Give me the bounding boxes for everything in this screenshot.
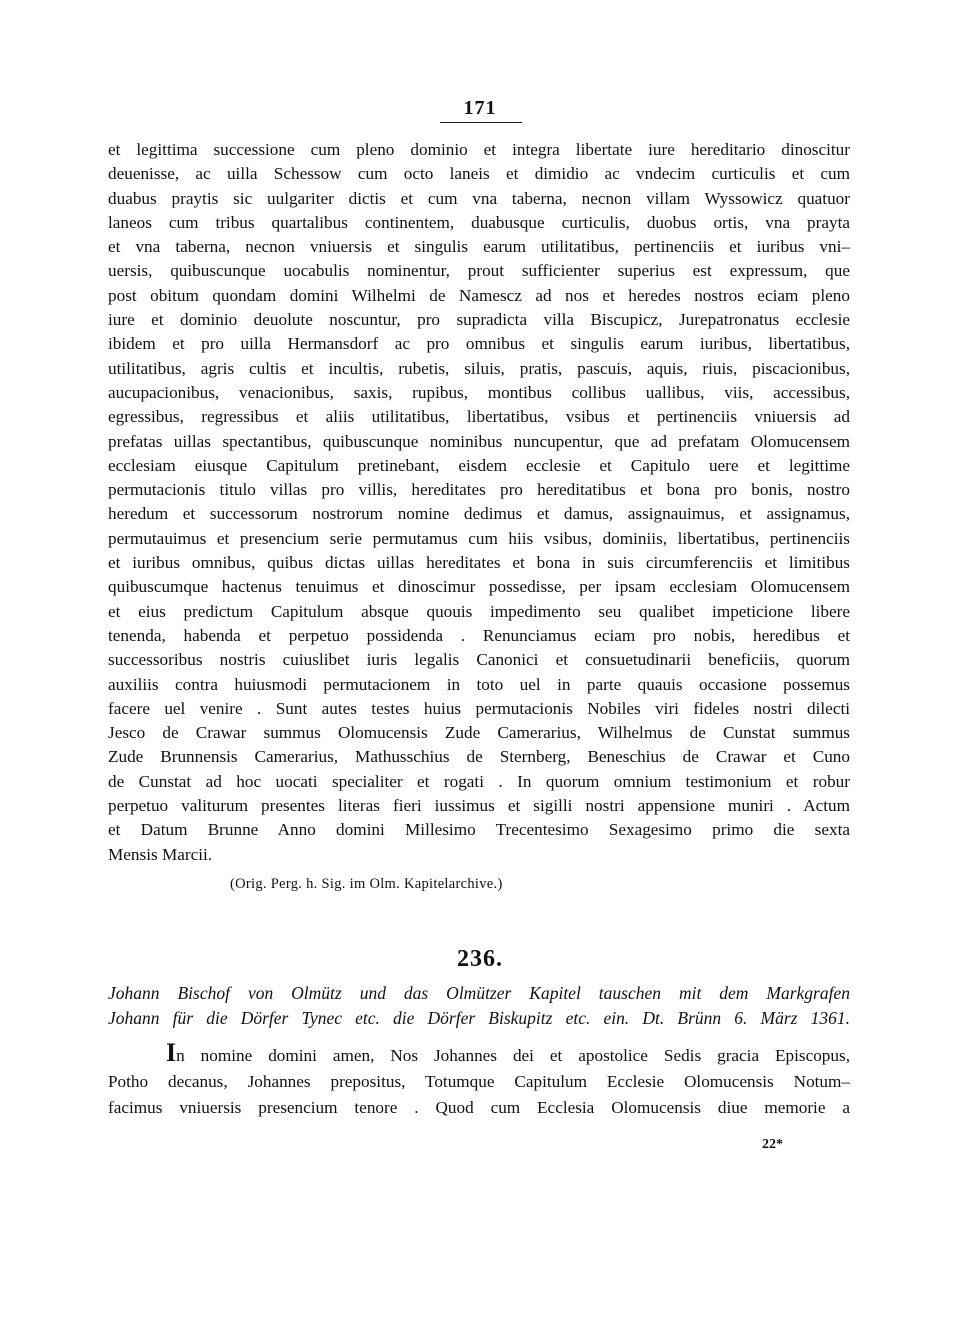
body-line: post obitum quondam domini Wilhelmi de Namescz ad nos et heredes nostros eciam pleno	[108, 285, 850, 305]
text-line: facimus vniuersis presencium tenore . Quod cum Ecclesia Olomucensis diue memorie a	[108, 1098, 850, 1117]
text-line: Potho decanus, Johannes prepositus, Totumque Capitulum Ecclesie Olomucensis Notum–	[108, 1072, 850, 1091]
body-line: prefatas uillas spectantibus, quibuscunque nominibus nuncupentur, que ad prefatam Olomucensem	[108, 431, 850, 451]
body-line: quibuscumque hactenus tenuimus et dinoscimur possedisse, per ipsam ecclesiam Olomucensem	[108, 577, 850, 597]
body-line: successoribus nostris cuiuslibet iuris legalis Canonici et consuetudinarii beneficiis, quorum	[108, 650, 850, 670]
text-line: n nomine domini amen, Nos Johannes dei et apostolice Sedis gracia Episcopus,	[176, 1046, 850, 1065]
summary-line: Johann Bischof von Olmütz und das Olmützer Kapitel tauschen mit dem Markgrafen	[108, 983, 850, 1003]
body-line: et eius predictum Capitulum absque quouis impedimento seu qualibet impeticione libere	[108, 601, 850, 621]
sheet-signature: 22*	[762, 1137, 783, 1152]
body-line: duabus praytis sic uulgariter dictis et cum vna taberna, necnon villam Wyssowicz quatuor	[108, 188, 850, 208]
body-line: et vna taberna, necnon vniuersis et singulis earum utilitatibus, pertinenciis et iuribus vni–	[108, 237, 850, 257]
body-line: facere uel venire . Sunt autes testes huius permutacionis Nobiles viri fideles nostri dilecti	[108, 698, 850, 718]
body-line: Jesco de Crawar summus Olomucensis Zude Camerarius, Wilhelmus de Cunstat summus	[108, 723, 850, 743]
body-line: egressibus, regressibus et aliis utilitatibus, libertatibus, vsibus et pertinenciis vniuersis ad	[108, 407, 850, 427]
body-line: Zude Brunnensis Camerarius, Mathusschius de Sternberg, Beneschius de Crawar et Cuno	[108, 747, 850, 767]
charter-body-text	[108, 138, 850, 867]
body-line: heredum et successorum nostrorum nomine dedimus et damus, assignauimus, et assignamus,	[108, 504, 850, 524]
body-line: ibidem et pro uilla Hermansdorf ac pro omnibus et singulis earum iuribus, libertatibus,	[108, 334, 850, 354]
body-line: iure et dominio deuolute noscuntur, pro supradicta villa Biscupicz, Jurepatronatus ecclesie	[108, 310, 850, 330]
body-line: tenenda, habenda et perpetuo possidenda . Renunciamus eciam pro nobis, heredibus et	[108, 625, 850, 645]
document-text	[108, 1038, 850, 1121]
body-line: de Cunstat ad hoc uocati specialiter et rogati . In quorum omnium testimonium et robur	[108, 771, 850, 791]
document-number-heading: 236.	[457, 946, 503, 972]
body-line: aucupacionibus, venacionibus, saxis, rupibus, montibus collibus uallibus, viis, accessibus,	[108, 382, 850, 402]
body-line: et legittima successione cum pleno dominio et integra libertate iure hereditario dinoscitur	[108, 140, 850, 159]
body-line: deuenisse, ac uilla Schessow cum octo laneis et dimidio ac vndecim curticulis et cum	[108, 164, 850, 184]
body-line: permutauimus et presencium serie permutamus cum hiis vsibus, dominiis, libertatibus, pertinenciis	[108, 528, 850, 548]
summary-line: Johann für die Dörfer Tynec etc. die Dörfer Biskupitz etc. ein. Dt. Brünn 6. März 1361.	[108, 1008, 850, 1028]
page-number-rule	[440, 122, 522, 123]
document-summary	[108, 981, 850, 1031]
text-first-line	[108, 1038, 850, 1069]
body-line: perpetuo valiturum presentes literas fieri iussimus et sigilli nostri appensione muniri . Actum	[108, 796, 850, 816]
body-line: laneos cum tribus quartalibus continentem, duabusque curticulis, duobus ortis, vna prayta	[108, 212, 850, 232]
page-number: 171	[463, 97, 497, 119]
body-line: utilitatibus, agris cultis et incultis, rubetis, siluis, pratis, pascuis, aquis, riuis, piscacionibus,	[108, 358, 850, 378]
body-line: et Datum Brunne Anno domini Millesimo Trecentesimo Sexagesimo primo die sexta	[108, 820, 850, 840]
initial-letter: I	[166, 1038, 177, 1067]
body-line: permutacionis titulo villas pro villis, hereditates pro hereditatibus et bona pro bonis, nostro	[108, 480, 850, 500]
body-line: Mensis Marcii.	[108, 844, 213, 864]
body-line: uersis, quibuscunque uocabulis nominentur, prout sufficienter superius est expressum, que	[108, 261, 850, 281]
body-line: ecclesiam eiusque Capitulum pretinebant, eisdem ecclesie et Capitulo uere et legittime	[108, 455, 850, 475]
source-note: (Orig. Perg. h. Sig. im Olm. Kapitelarchive.)	[230, 876, 503, 892]
body-line: et iuribus omnibus, quibus dictas uillas hereditates et bona in suis circumferenciis et limitibus	[108, 553, 850, 573]
body-line: auxiliis contra huiusmodi permutacionem in toto uel in parte quauis occasione possemus	[108, 674, 850, 694]
